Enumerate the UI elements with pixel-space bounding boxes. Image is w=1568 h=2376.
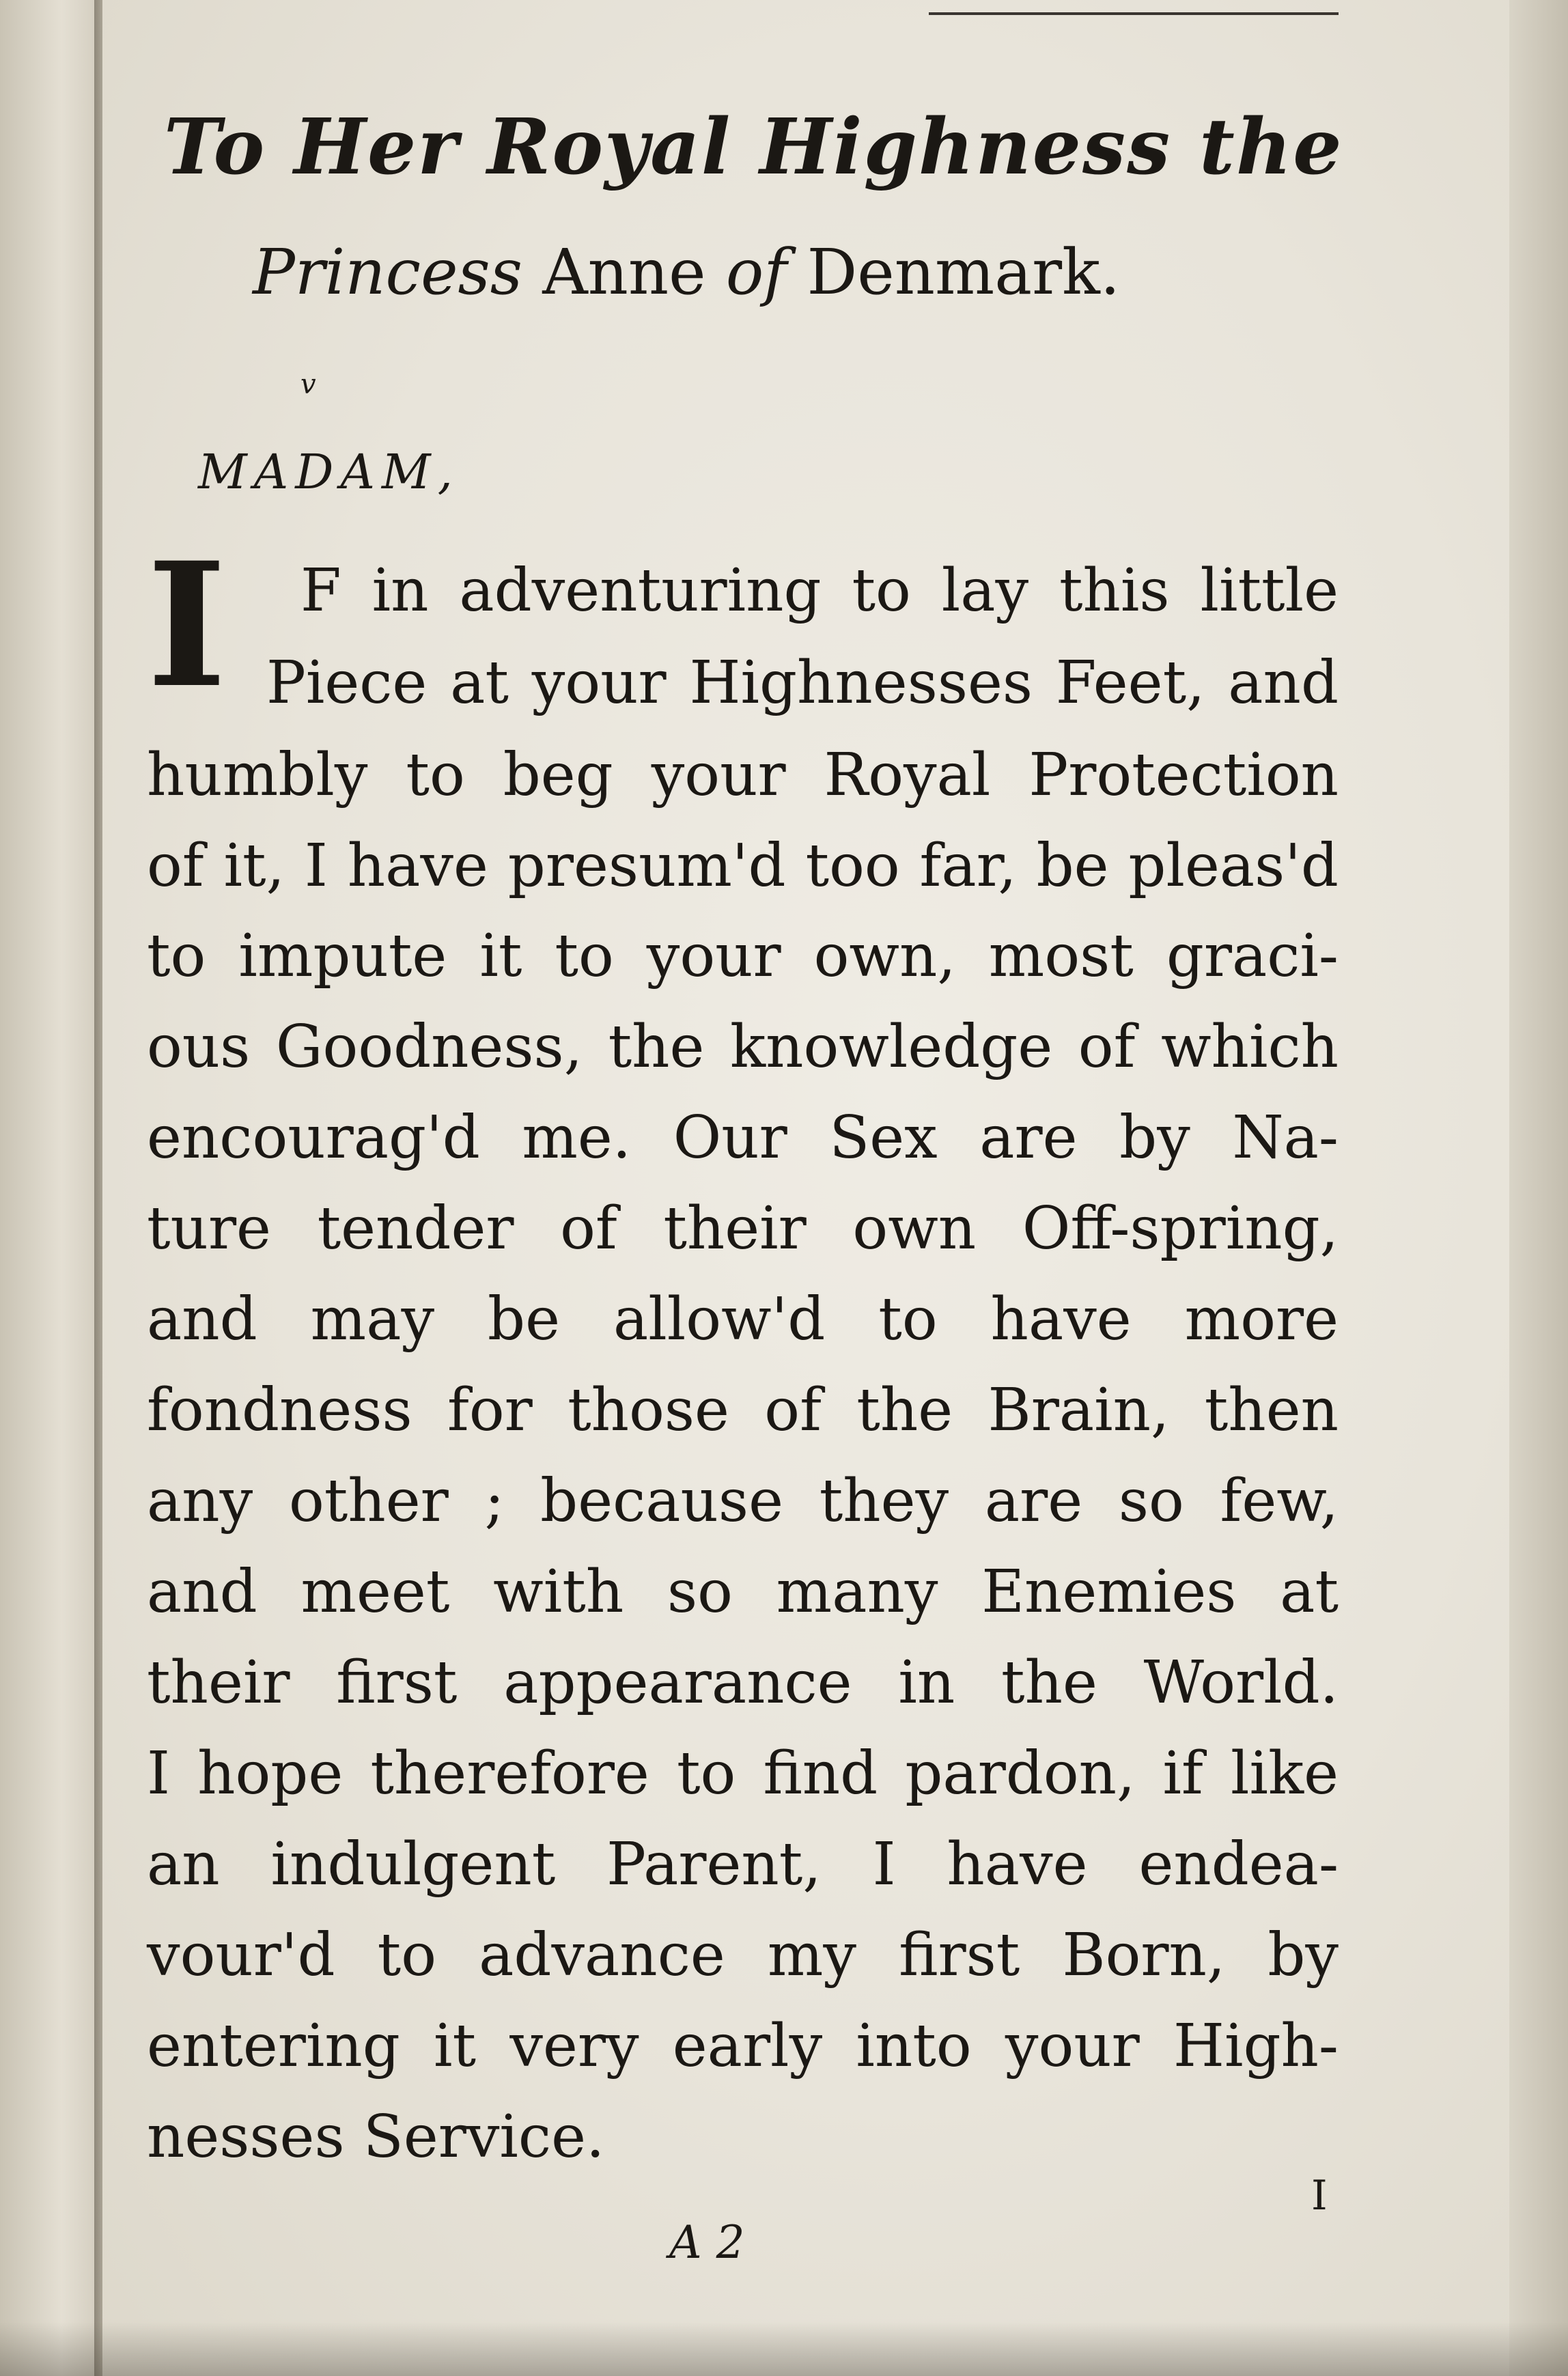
dedication-heading-line1: To Her Royal Highness the (164, 102, 1343, 192)
body-line: I hope therefore to find pardon, if like (147, 1739, 1339, 1808)
body-line: vour'd to advance my first Born, by (147, 1921, 1339, 1989)
heading-of: of (725, 236, 787, 309)
body-line: to impute it to your own, most graci- (147, 922, 1339, 990)
body-line: ous Goodness, the knowledge of which (147, 1013, 1339, 1081)
body-line: encourag'd me. Our Sex are by Na- (147, 1104, 1339, 1172)
salutation: MADAM, (198, 444, 460, 500)
header-rule (929, 12, 1339, 15)
page-edge (1509, 0, 1568, 2376)
body-line: humbly to beg your Royal Protection (147, 741, 1339, 809)
body-line: any other ; because they are so few, (147, 1467, 1339, 1535)
signature-mark: A 2 (669, 2216, 745, 2269)
drop-capital: I (147, 525, 227, 725)
heading-princess: Princess (253, 236, 522, 309)
body-line: entering it very early into your High- (147, 2012, 1339, 2080)
body-line: Piece at your Highnesses Feet, and (266, 649, 1339, 717)
body-line: fondness for those of the Brain, then (147, 1376, 1339, 1444)
catchword-mark: I (1311, 2172, 1328, 2220)
body-line: F in adventuring to lay this little (300, 557, 1339, 625)
ink-mark: v (300, 369, 316, 400)
heading-denmark: Denmark. (787, 236, 1121, 309)
body-line: and meet with so many Enemies at (147, 1558, 1339, 1626)
body-line: nesses Service. (147, 2103, 605, 2171)
heading-anne: Anne (522, 236, 726, 309)
dedication-heading-line2 (253, 236, 1120, 309)
page-shadow (0, 2322, 1568, 2376)
body-line: ture tender of their own Off-spring, (147, 1194, 1339, 1263)
body-line: their first appearance in the World. (147, 1649, 1339, 1717)
left-facing-page (0, 0, 102, 2376)
body-line: and may be allow'd to have more (147, 1285, 1339, 1354)
body-line: of it, I have presum'd too far, be pleas'd (147, 832, 1339, 900)
body-line: an indulgent Parent, I have endea- (147, 1830, 1339, 1899)
